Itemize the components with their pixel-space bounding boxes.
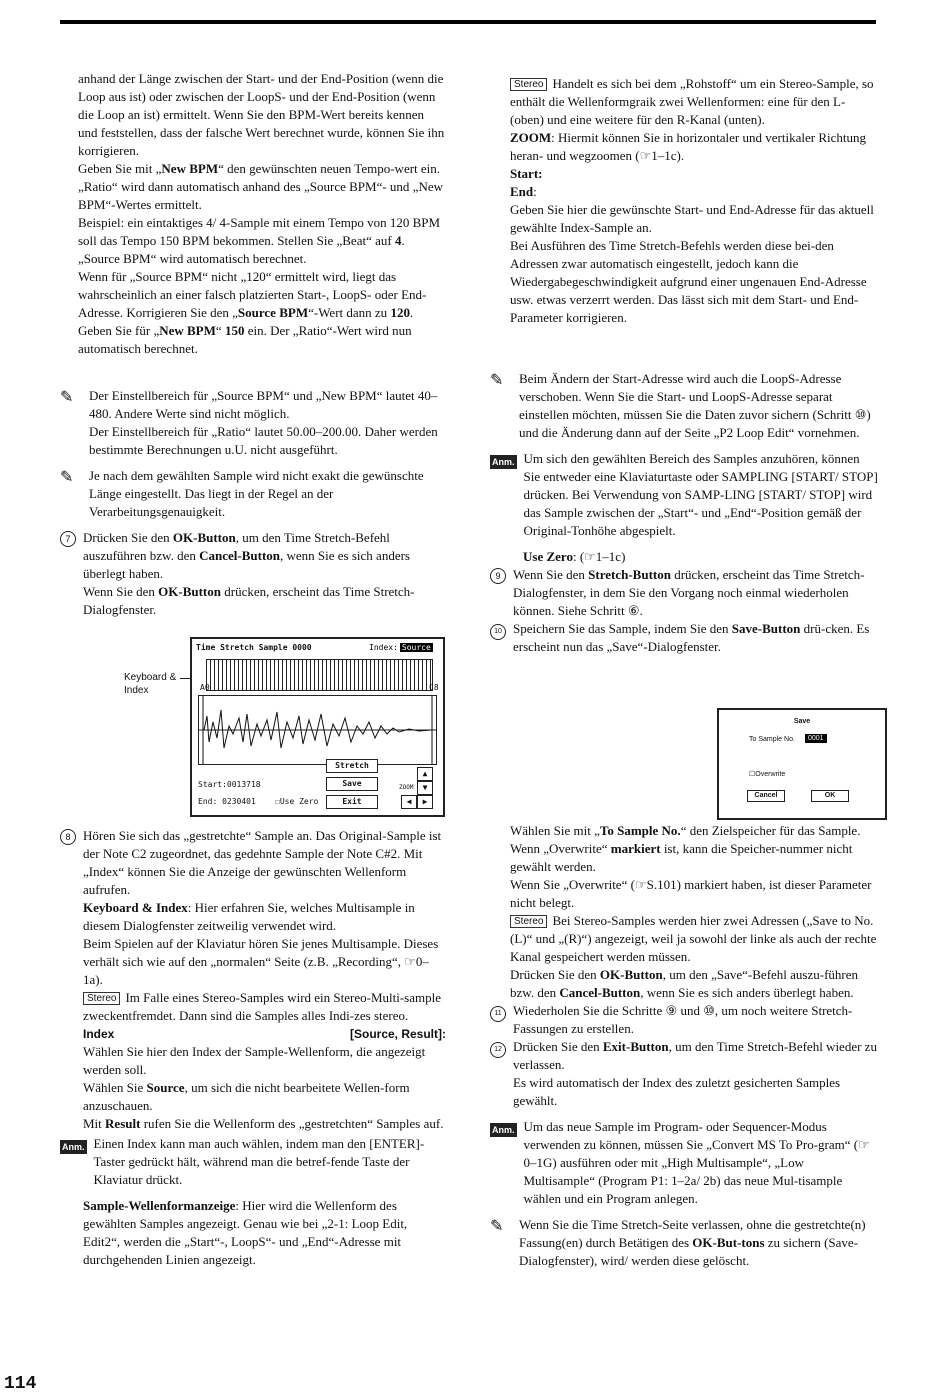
- ok-button[interactable]: OK: [811, 790, 849, 802]
- zoom-right-icon[interactable]: ▶: [417, 795, 433, 809]
- zoom-down-icon[interactable]: ▼: [417, 781, 433, 795]
- index-readout: Index: Source: [369, 643, 431, 652]
- key-high-label: C8: [429, 683, 439, 692]
- note-text: Beim Ändern der Start-Adresse wird auch die LoopS-Adresse verschoben. Wenn Sie die Start- und LoopS-Adresse separat einstellen möchten, müssen Sie die Daten zuvor sichern (Schritt ⑩) und die Änderung dann auf der Seite „P2 Loop Edit“ vornehmen.: [519, 371, 871, 440]
- note-text: Der Einstellbereich für „Ratio“ lautet 50.00–200.00. Daher werden bestimmte Berechnungen u.U. nicht ausgeführt.: [89, 424, 438, 457]
- note-text: Einen Index kann man auch wählen, indem man den [ENTER]-Taster gedrückt hält, während man die betref-fende Taste der Klaviatur drückt.: [93, 1136, 425, 1187]
- note-text: Um das neue Sample im Program- oder Sequencer-Modus verwenden zu können, müssen Sie „Convert MS To Pro-gram“ (☞0–1G) ausführen oder mit „High Multisample“, „Low Multisample“ (Program P1: 1–2a/ 2b) das neue Mul-tisample wählen und ein Program anlegen.: [523, 1119, 870, 1206]
- save-button[interactable]: Save: [326, 777, 378, 791]
- right-column: Stereo Handelt es sich bei dem „Rohstoff“ um ein Stereo-Sample, so enthält die Wellenformgraik zwei Wellenformen: eine für den L- (oben) und eine weitere für den R-Kanal (unten). ZOOM: Hiermit können Sie in horizontaler und vertikaler Richtung heran- und wegzoomen (☞1–1c). Start: End: Geben Sie hier die gewünschte Start- und End-Adresse für das aktuell gewählte Index-Sample an. Bei Ausführen des Time Stretch-Befehls werden diese bei-den Adressen zwar automatisch eingestellt, jedoch kann die Wiedergabegeschwindigkeit aufgrund einer ungenauen End-Adresse usw. etwas verzerrt werden. Das lässt sich mit dem Start- und End-Parameter korrigieren.: [510, 76, 874, 325]
- cancel-button[interactable]: Cancel: [747, 790, 785, 802]
- to-sample-field[interactable]: 0001: [805, 734, 827, 743]
- stereo-tag: Stereo: [510, 78, 547, 91]
- to-sample-label: To Sample No.: [749, 736, 795, 743]
- waveform-display: [198, 695, 437, 765]
- anm-tag: Anm.: [492, 457, 515, 467]
- anm-tag: Anm.: [492, 1125, 515, 1135]
- note-text: Um sich den gewählten Bereich des Samples anzuhören, können Sie entweder eine Klaviaturtaste oder SAMPLING [START/ STOP] drücken. Bei Verwendung von SAMP-LING [START/ STOP] wird das Sample zwischen der „Start“- und „End“-Position gemäß der Original-Tonhöhe abgespielt.: [523, 451, 878, 538]
- step-7: 7 Drücken Sie den OK-Button, um den Time Stretch-Befehl auszuführen bzw. den Cancel-Button, wenn Sie es sich anders überlegt haben. Wenn Sie den OK-Button drücken, erscheint das Time Stretch-Dialogfenster.: [60, 529, 446, 619]
- pencil-note-icon: ✎: [490, 372, 504, 389]
- step-number: 9: [490, 568, 506, 584]
- paragraph: Geben Sie mit „New BPM“ den gewünschten neuen Tempo-wert ein. „Ratio“ wird dann automatisch anhand des „Source BPM“- und „New BPM“-Wertes ermittelt.: [78, 161, 443, 212]
- pencil-note-icon: ✎: [60, 469, 74, 486]
- note-block-1: [60, 387, 446, 619]
- stretch-button[interactable]: Stretch: [326, 759, 378, 773]
- step-number: 10: [490, 624, 506, 640]
- save-dialog-screenshot: [717, 708, 887, 820]
- time-stretch-screenshot: [190, 637, 445, 817]
- exit-button[interactable]: Exit: [326, 795, 378, 809]
- step-9: 9 Wenn Sie den Stretch-Button drücken, erscheint das Time Stretch-Dialogfenster, in dem Sie den Vorgang noch einmal wiederholen können. Siehe Schritt ⑥.: [490, 566, 878, 620]
- keyboard-display: [206, 659, 433, 691]
- step-10: 10 Speichern Sie das Sample, indem Sie den Save-Button drü-cken. Es erscheint nun das „Save“-Dialogfenster.: [490, 620, 878, 656]
- right-column-notes: ✎ Beim Ändern der Start-Adresse wird auch die LoopS-Adresse verschoben. Wenn Sie die Start- und LoopS-Adresse separat einstellen möchten, müssen Sie die Daten zuvor sichern (Schritt ⑩) und die Änderung dann auf der Seite „P2 Loop Edit“ vornehmen. Anm. Um sich den gewählten Bereich des Samples anzuhören, können Sie entweder eine Klaviaturtaste oder SAMPLING [START/ STOP] drücken. Bei Verwendung von SAMP-LING [START/ STOP] wird das Sample zwischen der „Start“- und „End“-Position gemäß der Original-Tonhöhe abgespielt. Use Zero: (☞1–1c) 9 Wenn Sie den Stretch-Button drücken, erscheint das Time Stretch-Dialogfenster, in dem Sie den Vorgang noch einmal wiederholen können. Siehe Schritt ⑥. 10 Speichern Sie das Sample, indem Sie den Save-Button drü-cken. Es erscheint nun das „Save“-Dialogfenster.: [490, 371, 878, 654]
- screen-title: Time Stretch Sample 0000: [196, 643, 312, 652]
- zoom-label: ZOOM: [399, 784, 414, 791]
- zoom-left-icon[interactable]: ◀: [401, 795, 417, 809]
- step-number: 11: [490, 1006, 506, 1022]
- key-low-label: A0: [200, 683, 210, 692]
- pencil-note-icon: ✎: [490, 1218, 504, 1235]
- overwrite-checkbox[interactable]: ☐Overwrite: [749, 771, 786, 778]
- end-readout: End: 0230401: [198, 797, 256, 806]
- step-11: 11 Wiederholen Sie die Schritte ⑨ und ⑩, um noch weitere Stretch-Fassungen zu erstellen.: [490, 1002, 878, 1038]
- left-column: [78, 70, 446, 358]
- use-zero-checkbox[interactable]: ☐Use Zero: [275, 797, 319, 806]
- step-number: 12: [490, 1042, 506, 1058]
- left-column-lower: 8 Hören Sie sich das „gestretchte“ Sample an. Das Original-Sample ist der Note C2 zugeordnet, das gedehnte Sample der Note C#2. Mit „Index“ können Sie die Anzeige der gewünschten Wellenform aufrufen. Keyboard & Index: Hier erfahren Sie, welches Multisample in diesem Dialogfenster zeitweilig verwendet wird. Beim Spielen auf der Klaviatur hören Sie jenes Multisample. Dieses verhält sich wie auf den „normalen“ Seite (z.B. „Recording“, ☞0–1a). Stereo Im Falle eines Stereo-Samples wird ein Stereo-Multi-sample zweckentfremdet. Dann sind die Samples alles Indi-zes stereo. Index [Source, Result]: Wählen Sie hier den Index der Sample-Wellenform, die angezeigt werden soll. Wählen Sie Source, um sich die nicht bearbeitete Wellen-form anzuschauen. Mit Result rufen Sie die Wellenform des „gestretchten“ Samples auf. Anm. Einen Index kann man auch wählen, indem man den [ENTER]-Taster gedrückt hält, während man die betref-fende Taste der Klaviatur drückt. Sample-Wellenformanzeige: Hier wird die Wellenform des gewählten Samples angezeigt. Genau wie bei „2-1: Loop Edit, Edit2“, werden die „Start“-, LoopS“- und „End“-Adresse mit durchgehenden Linien angezeigt.: [62, 828, 446, 1267]
- index-header: Index [Source, Result]:: [83, 1027, 446, 1041]
- step-number: 7: [60, 531, 76, 547]
- paragraph: Geben Sie für „New BPM“ 150 ein. Der „Ratio“-Wert wird nun automatisch berechnet.: [78, 323, 412, 356]
- paragraph: Beispiel: ein eintaktiges 4/ 4-Sample mit einem Tempo von 120 BPM soll das Tempo 150 BPM bekommen. Stellen Sie „Beat“ auf 4. „Source BPM“ wird automatisch berechnet.: [78, 215, 441, 266]
- paragraph: Wenn für „Source BPM“ nicht „120“ ermittelt wird, liegt das wahrscheinlich an einer falsch platzierten Start-, LoopS- oder End-Adresse. Korrigieren Sie den „Source BPM“-Wert dann zu 120.: [78, 269, 427, 320]
- start-readout: Start:0013718: [198, 780, 261, 789]
- step-number: 8: [60, 829, 76, 845]
- anm-tag: Anm.: [62, 1142, 85, 1152]
- note-text: Je nach dem gewählten Sample wird nicht exakt die gewünschte Länge eingestellt. Das liegt in der Regel an der Verarbeitungsgenauigkeit.: [89, 468, 424, 519]
- stereo-tag: Stereo: [510, 915, 547, 928]
- note-text: Wenn Sie die Time Stretch-Seite verlassen, ohne die gestretchte(n) Fassung(en) durch Betätigen des OK-But-tons zu sichern (Save-Dialogfenster), wird/ werden diese gelöscht.: [519, 1217, 866, 1268]
- stereo-tag: Stereo: [83, 992, 120, 1005]
- top-rule: [60, 20, 876, 24]
- step-12: 12 Drücken Sie den Exit-Button, um den Time Stretch-Befehl wieder zu verlassen. Es wird automatisch der Index des zuletzt gesicherten Samples gewählt.: [490, 1038, 878, 1110]
- figure-caption: Keyboard & Index: [124, 672, 177, 696]
- note-text: Der Einstellbereich für „Source BPM“ und „New BPM“ lautet 40–480. Andere Werte sind nicht möglich.: [89, 388, 438, 421]
- waveform-graphic: [199, 696, 436, 764]
- paragraph: anhand der Länge zwischen der Start- und der End-Position (wenn die Loop aus ist) oder zwischen der LoopS- und der End-Position (wenn die Loop an ist) ermittelt. Wenn Sie den BPM-Wert bereits kennen und feststellen, dass der falsche Wert berechnet wurde, können Sie ihn korrigieren.: [78, 71, 445, 158]
- zoom-up-icon[interactable]: ▲: [417, 767, 433, 781]
- step-8: 8 Hören Sie sich das „gestretchte“ Sample an. Das Original-Sample ist der Note C2 zugeordnet, das gedehnte Sample der Note C#2. Mit „Index“ können Sie die Anzeige der gewünschten Wellenform aufrufen. Keyboard & Index: Hier erfahren Sie, welches Multisample in diesem Dialogfenster zeitweilig verwendet wird. Beim Spielen auf der Klaviatur hören Sie jenes Multisample. Dieses verhält sich wie auf den „normalen“ Seite (z.B. „Recording“, ☞0–1a). Stereo Im Falle eines Stereo-Samples wird ein Stereo-Multi-sample zweckentfremdet. Dann sind die Samples alles Indi-zes stereo. Index [Source, Result]: Wählen Sie hier den Index der Sample-Wellenform, die angezeigt werden soll. Wählen Sie Source, um sich die nicht bearbeitete Wellen-form anzuschauen. Mit Result rufen Sie die Wellenform des „gestretchten“ Samples auf.: [60, 827, 446, 1133]
- pencil-note-icon: ✎: [60, 389, 74, 406]
- right-column-lower: Wählen Sie mit „To Sample No.“ den Zielspeicher für das Sample. Wenn „Overwrite“ markiert ist, kann die Speicher-nummer nicht gewählt werden. Wenn Sie „Overwrite“ (☞S.101) markiert haben, ist dieser Parameter nicht belegt. Stereo Bei Stereo-Samples werden hier zwei Adressen („Save to No.(L)“ und „(R)“) angezeigt, weil ja sowohl der linke als auch der rechte Kanal gespeichert werden müssen. Drücken Sie den OK-Button, um den „Save“-Befehl auszu-führen bzw. den Cancel-Button, wenn Sie es sich anders überlegt haben. 11 Wiederholen Sie die Schritte ⑨ und ⑩, um noch weitere Stretch-Fassungen zu erstellen. 12 Drücken Sie den Exit-Button, um den Time Stretch-Befehl wieder zu verlassen. Es wird automatisch der Index des zuletzt gesicherten Samples gewählt. Anm. Um das neue Sample im Program- oder Sequencer-Modus verwenden zu können, müssen Sie „Convert MS To Pro-gram“ (☞0–1G) ausführen oder mit „High Multisample“, „Low Multisample“ (Program P1: 1–2a/ 2b) das neue Mul-tisample wählen und ein Program anlegen. ✎ Wenn Sie die Time Stretch-Seite verlassen, ohne die gestretchte(n) Fassung(en) durch Betätigen des OK-But-tons zu sichern (Save-Dialogfenster), wird/ werden diese gelöscht.: [490, 823, 877, 1268]
- dialog-title: Save: [793, 718, 811, 725]
- page-number: 114: [4, 1374, 37, 1394]
